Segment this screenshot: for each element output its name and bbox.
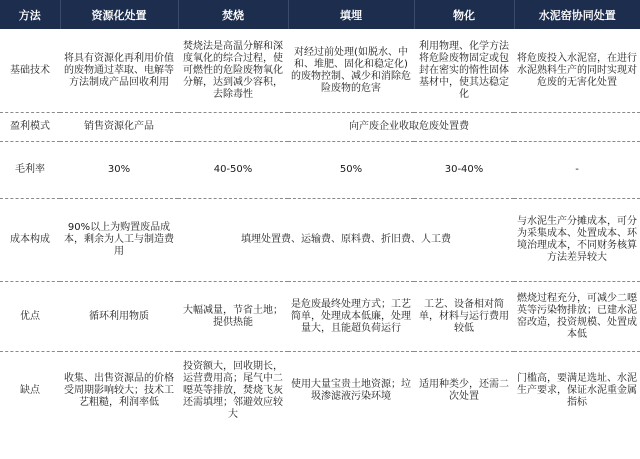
- table-cell: 对经过前处理(如脱水、中和、堆肥、固化和稳定化)的废物控制、减少和消除危险废物的危害: [288, 29, 414, 113]
- table-cell: 适用种类少，还需二次处置: [419, 378, 509, 402]
- table-cell: 焚烧法是高温分解和深度氧化的综合过程，使可燃性的危险废物氧化分解，达到减少容积，去除毒性: [178, 29, 288, 113]
- table-cell: 燃烧过程充分，可减少二噁英等污染物排放；已建水泥窑改造，投资规模、处置成本低: [514, 282, 640, 352]
- row-label: 缺点: [20, 384, 40, 396]
- table-row-profit-model: [0, 113, 640, 142]
- table-cell: -: [514, 142, 640, 199]
- table-row-gross-margin: [0, 142, 640, 199]
- header-cement-kiln: 水泥窑协同处置: [514, 0, 640, 29]
- table-cell: 是危废最终处理方式；工艺简单，处理成本低廉，处理量大，且能超负荷运行: [288, 282, 414, 352]
- table-cell: 使用大量宝贵土地资源；垃圾渗滤液污染环境: [291, 378, 411, 402]
- header-landfill: 填埋: [288, 0, 414, 29]
- table-row-advantages: [0, 282, 640, 352]
- table-cell: 40-50%: [178, 142, 288, 199]
- table-row-basic-technology: [0, 29, 640, 113]
- row-label: 盈利模式: [0, 113, 60, 142]
- table-cell: 90%以上为购置废品成本，剩余为人工与制造费用: [60, 199, 178, 282]
- table-row-disadvantages: [0, 352, 640, 430]
- header-incineration: 焚烧: [178, 0, 288, 29]
- table-cell: 投资额大，回收期长，运营费用高；尾气中二噁英等排放，焚烧飞灰还需填埋；邻避效应较大: [183, 360, 283, 420]
- table-cell: 将具有资源化再利用价值的废物通过萃取、电解等方法制成产品回收利用: [60, 29, 178, 113]
- table-cell: 与水泥生产分摊成本，可分为采集成本、处置成本、环境治理成本，不同财务核算方法差异较大: [514, 199, 640, 282]
- row-label: 优点: [0, 282, 60, 352]
- table-cell: 将危废投入水泥窑，在进行水泥熟料生产的同时实现对危废的无害化处置: [514, 29, 640, 113]
- table-cell-merged: 向产废企业收取危废处置费: [178, 113, 640, 142]
- table-cell: 大幅减量，节省土地；提供热能: [178, 282, 288, 352]
- table-cell: 收集、出售资源品的价格受周期影响较大；技术工艺粗糙，利润率低: [64, 372, 174, 408]
- row-label: 基础技术: [0, 29, 60, 113]
- row-label: 成本构成: [0, 199, 60, 282]
- header-row: [0, 0, 640, 29]
- table-cell: 50%: [288, 142, 414, 199]
- table-cell-merged: 填埋处置费、运输费、原料费、折旧费、人工费: [178, 199, 514, 282]
- row-label: 毛利率: [0, 142, 60, 199]
- table-cell: 30%: [60, 142, 178, 199]
- table-cell: 工艺、设备相对简单，材料与运行费用较低: [414, 282, 514, 352]
- table-cell: 30-40%: [414, 142, 514, 199]
- header-physicochemical: 物化: [414, 0, 514, 29]
- table-row-cost-structure: [0, 199, 640, 282]
- header-method: 方法: [0, 0, 60, 29]
- table-cell: 销售资源化产品: [60, 113, 178, 142]
- table-cell: 利用物理、化学方法将危险废物固定或包封在密实的惰性固体基材中，使其达稳定化: [414, 29, 514, 113]
- table-cell: 循环利用物质: [60, 282, 178, 352]
- table-cell: 门槛高，要满足选址、水泥生产要求，保证水泥重金属指标: [517, 372, 637, 408]
- header-resource-disposal: 资源化处置: [60, 0, 178, 29]
